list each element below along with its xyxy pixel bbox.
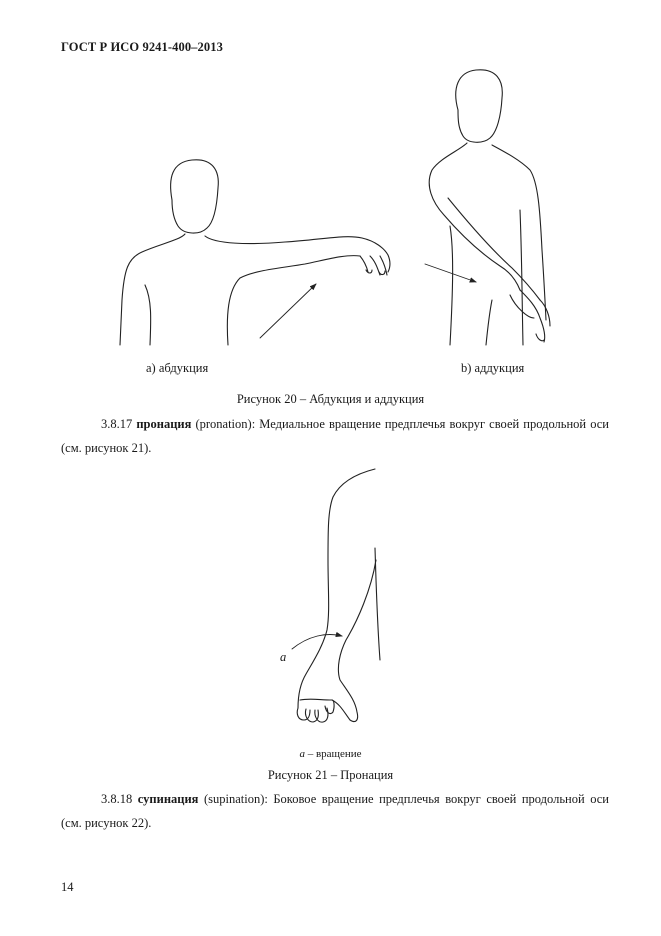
section-3-8-18: [61, 787, 609, 835]
figure-21-caption: Рисунок 21 – Пронация: [267, 768, 394, 782]
section-number: 3.8.17: [101, 417, 133, 431]
document-header: ГОСТ Р ИСО 9241-400–2013: [61, 40, 223, 54]
figure-21-pronation-drawing: [292, 469, 380, 722]
term-supination: супинация: [137, 792, 199, 806]
section-3-8-17: [61, 412, 609, 460]
figure-20b-adduction-drawing: [425, 70, 550, 345]
figure-20b-label: b) аддукция: [461, 361, 525, 375]
legend-marker: a: [299, 748, 305, 760]
figure-20a-label: a) абдукция: [146, 361, 209, 375]
figure-20a-abduction-drawing: [120, 160, 390, 345]
term-pronation: пронация: [136, 417, 192, 431]
definition-text: (pronation): Медиальное вращение предплечья вокруг своей продольной оси (см. рисунок 21).: [61, 417, 609, 455]
page-number: 14: [61, 880, 74, 894]
legend-text: – вращение: [304, 748, 362, 760]
section-number: 3.8.18: [101, 792, 133, 806]
figure-20-caption: Рисунок 20 – Абдукция и аддукция: [236, 392, 425, 406]
rotation-marker-label: a: [280, 650, 287, 664]
figure-21-legend: [0, 748, 661, 760]
definition-text: (supination): Боковое вращение предплечья вокруг своей продольной оси (см. рисунок 22).: [61, 792, 609, 830]
